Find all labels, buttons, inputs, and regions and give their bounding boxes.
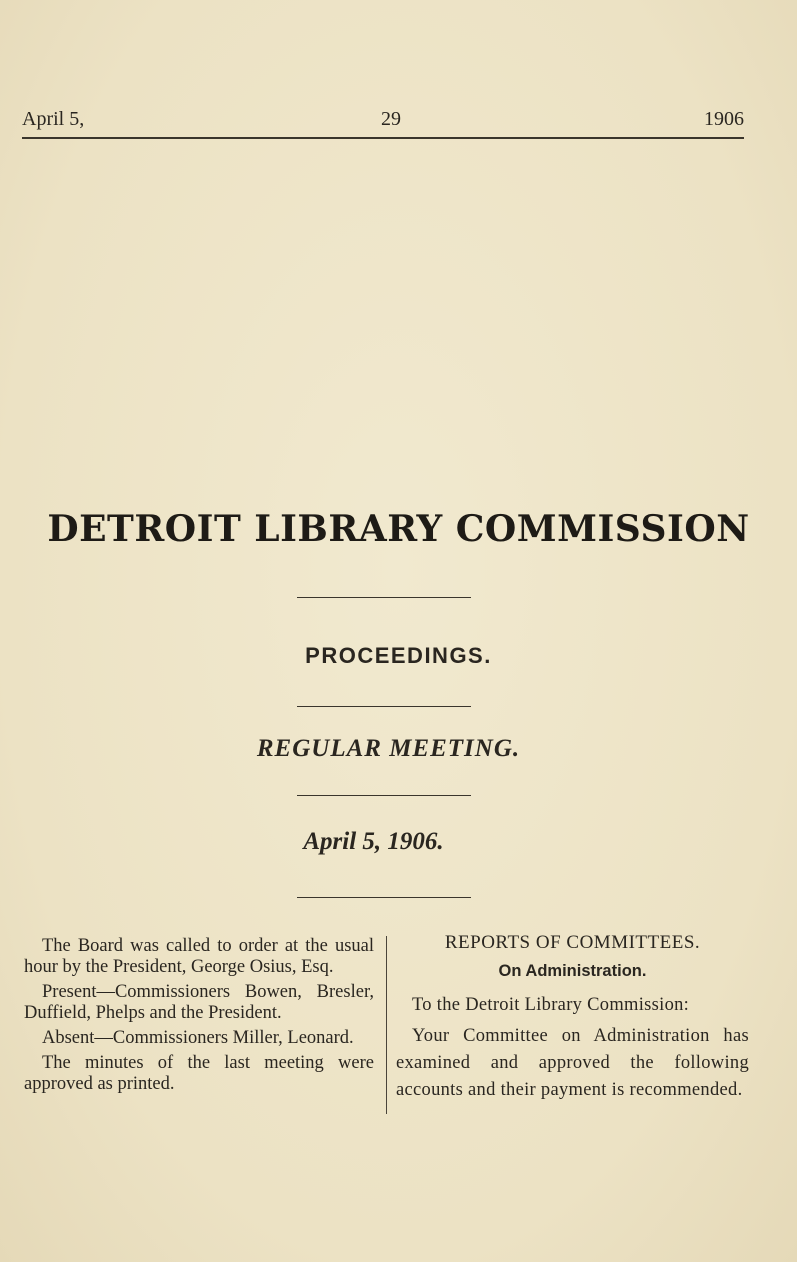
proceedings-heading: PROCEEDINGS. (305, 643, 492, 668)
reports-heading: REPORTS OF COMMITTEES. (444, 932, 701, 953)
header-year: 1906 (704, 108, 744, 130)
meeting-date-heading: April 5, 1906. (303, 828, 444, 855)
divider-rule (297, 706, 471, 707)
paragraph-absent: Absent—Commissioners Miller, Leonard. (42, 1028, 354, 1048)
meeting-type-heading: REGULAR MEETING. (256, 735, 521, 762)
page-title: DETROIT LIBRARY COMMISSION (47, 508, 750, 550)
running-header (22, 108, 744, 136)
divider-rule (297, 795, 471, 796)
paragraph-call-to-order: The Board was called to order at the usual hour by the President, George Osius, Esq. (24, 936, 374, 977)
right-column (396, 932, 749, 1110)
address-line: To the Detroit Library Commission: (412, 995, 690, 1015)
paragraph-minutes: The minutes of the last meeting were approved as printed. (24, 1053, 374, 1094)
divider-rule (297, 597, 471, 598)
committee-report-text: Your Committee on Administration has examined and approved the following accounts and their payment is recommended. (396, 1026, 749, 1100)
page-number: 29 (381, 108, 401, 130)
header-date: April 5, (22, 108, 85, 130)
left-column (24, 936, 374, 1099)
paragraph-present: Present—Commissioners Bowen, Bresler, Duffield, Phelps and the President. (24, 982, 374, 1023)
column-divider (386, 936, 387, 1114)
header-rule (22, 137, 744, 139)
administration-subheading: On Administration. (498, 962, 647, 980)
divider-rule (297, 897, 471, 898)
